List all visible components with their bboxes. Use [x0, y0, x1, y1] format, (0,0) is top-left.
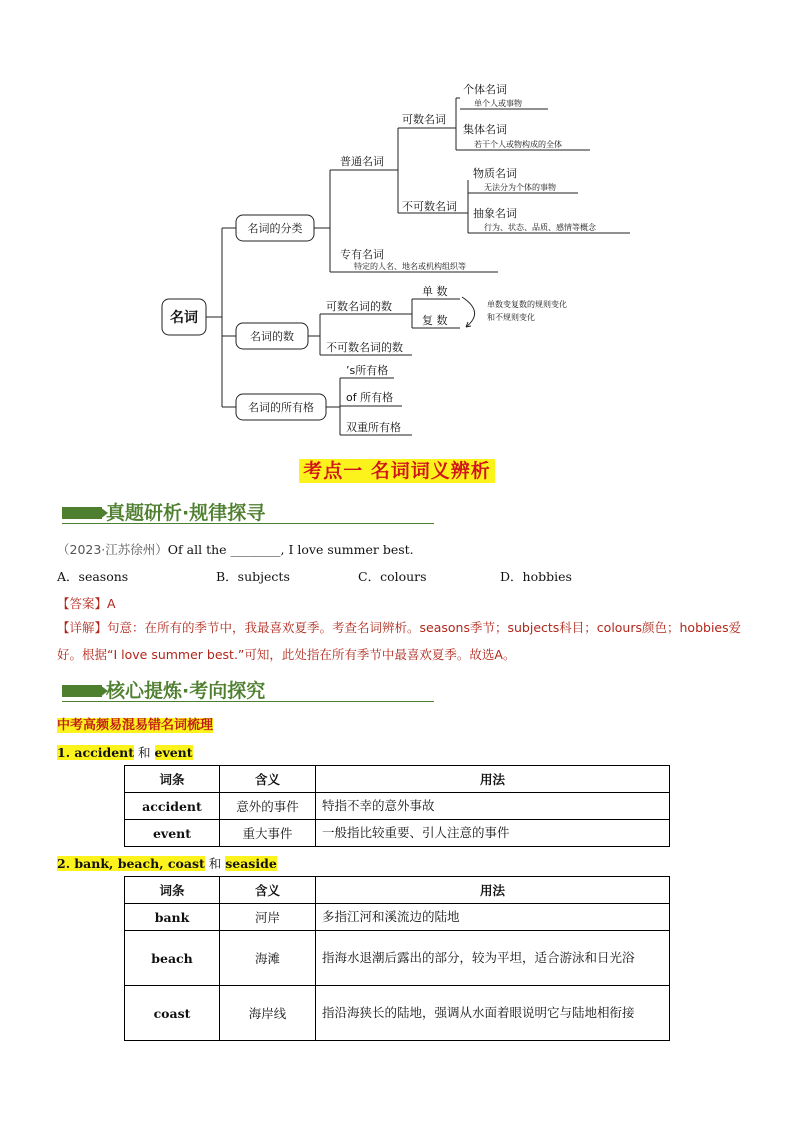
detail-explanation: 【详解】句意：在所有的季节中，我最喜欢夏季。考查名词辨析。seasons季节；subjects科目；colours颜色；hobbies爱好。根据“I love summer best.”可知，此处指在所有季节中最喜欢夏季。故选A。	[57, 620, 742, 662]
mindmap-classification: 名词的分类	[247, 222, 303, 235]
col-header-word: 词条	[125, 766, 220, 793]
col-header-meaning: 含义	[220, 766, 316, 793]
section-banner-exam	[62, 498, 434, 524]
mindmap-countable-number: 可数名词的数	[326, 300, 392, 313]
col-header-usage: 用法	[316, 877, 670, 904]
option-b: B．subjects	[216, 569, 290, 584]
table-row: accident 意外的事件 特指不幸的意外事故	[125, 793, 670, 820]
answer-value: A	[107, 596, 116, 611]
banner-title: 真题研析·规律探寻	[106, 502, 266, 524]
section-banner-core	[62, 676, 434, 702]
table-row: beach 海滩 指海水退潮后露出的部分，较为平坦，适合游泳和日光浴	[125, 931, 670, 986]
mindmap-change-note-2: 和不规则变化	[487, 313, 535, 322]
table-row: bank 河岸 多指江河和溪流边的陆地	[125, 904, 670, 931]
mindmap-common-noun: 普通名词	[340, 155, 384, 168]
option-a: A．seasons	[57, 569, 129, 584]
mindmap-possessive-of: of 所有格	[346, 391, 394, 404]
mindmap-singular: 单 数	[422, 285, 448, 298]
option-d: D．hobbies	[500, 569, 572, 584]
banner-title: 核心提炼·考向探究	[106, 680, 266, 702]
topic-title: 考点一 名词词义辨析	[0, 456, 794, 483]
mindmap-possessive: 名词的所有格	[248, 401, 314, 414]
question-stem: （2023·江苏徐州）Of all the ________, I love summer best.	[57, 542, 414, 557]
mindmap-individual: 个体名词	[463, 83, 507, 96]
mindmap-countable: 可数名词	[402, 113, 446, 126]
mindmap-root: 名词	[170, 310, 198, 326]
mindmap-possessive-s: ’s所有格	[346, 364, 389, 377]
col-header-usage: 用法	[316, 766, 670, 793]
mindmap-proper: 专有名词	[340, 248, 384, 261]
table-row: event 重大事件 一般指比较重要、引人注意的事件	[125, 820, 670, 847]
option-c: C．colours	[358, 569, 427, 584]
mindmap-change-note-1: 单数变复数的规则变化	[487, 300, 567, 309]
mindmap-plural: 复 数	[422, 314, 448, 327]
table-row: coast 海岸线 指沿海狭长的陆地，强调从水面着眼说明它与陆地相衔接	[125, 986, 670, 1041]
mindmap-material-desc: 无法分为个体的事物	[484, 183, 556, 192]
section-heading-2: 2. bank, beach, coast 和 seaside	[57, 856, 277, 871]
mindmap-collective-desc: 若干个人或物构成的全体	[474, 140, 562, 149]
mindmap-material: 物质名词	[473, 167, 517, 180]
answer-line: 【答案】A	[57, 596, 116, 611]
section-heading-1: 1. accident 和 event	[57, 745, 193, 760]
noun-mindmap	[0, 0, 794, 450]
mindmap-collective: 集体名词	[463, 123, 507, 136]
table-accident-event	[124, 765, 670, 847]
table-bank-beach-coast	[124, 876, 670, 1041]
mindmap-individual-desc: 单个人或事物	[474, 99, 522, 108]
mindmap-abstract: 抽象名词	[473, 207, 517, 220]
question-source: （2023·江苏徐州）	[57, 542, 168, 557]
summary-subtitle: 中考高频易混易错名词梳理	[57, 718, 214, 733]
mindmap-possessive-double: 双重所有格	[346, 421, 401, 434]
mindmap-number: 名词的数	[250, 330, 294, 343]
mindmap-abstract-desc: 行为、状态、品质、感情等概念	[484, 223, 596, 232]
mindmap-uncountable-number: 不可数名词的数	[326, 341, 403, 354]
question-blank: ________	[230, 542, 281, 557]
mindmap-proper-desc: 特定的人名、地名或机构组织等	[354, 262, 466, 271]
col-header-meaning: 含义	[220, 877, 316, 904]
col-header-word: 词条	[125, 877, 220, 904]
mindmap-uncountable: 不可数名词	[402, 200, 457, 213]
